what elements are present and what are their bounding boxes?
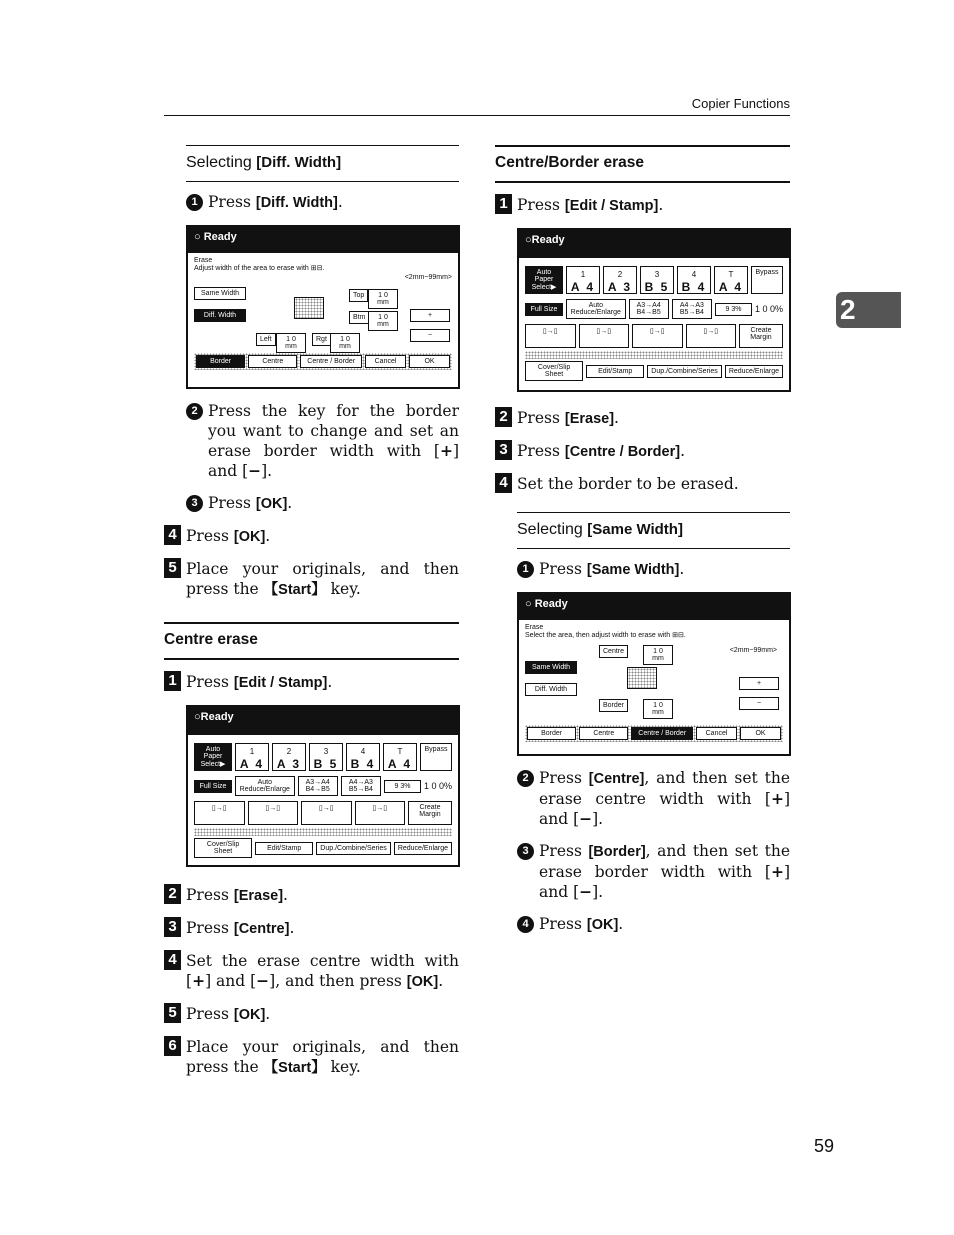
ok-button[interactable]: OK	[409, 355, 450, 368]
right-value[interactable]: 1 0 mm	[330, 333, 360, 353]
reduce-enlarge-tab[interactable]: Reduce/Enlarge	[725, 365, 783, 378]
same-width-step-2: 2 Press [Centre], and then set the erase centre width with [+] and [−].	[517, 768, 790, 829]
same-width-step-3: 3 Press [Border], and then set the erase border width with [+] and [−].	[517, 841, 790, 902]
minus-button[interactable]: −	[410, 329, 450, 342]
diff-width-step-2: 2 Press the key for the border you want to change and set an erase border width with [+] and [−].	[186, 401, 459, 481]
create-margin-button[interactable]: Create Margin	[739, 324, 783, 348]
ratio-reduce-button[interactable]: A3→A4 B4→B5	[298, 776, 338, 796]
chapter-tab: 2	[836, 292, 901, 328]
auto-reduce-enlarge-button[interactable]: Auto Reduce/Enlarge	[566, 299, 626, 319]
auto-paper-select-button[interactable]: Auto Paper Select▶	[194, 743, 232, 771]
tray-4[interactable]: 4 B 4	[346, 743, 380, 771]
tray-3[interactable]: 3 B 5	[640, 266, 674, 294]
step-number: 5	[164, 1003, 181, 1023]
border-tab[interactable]: Border	[527, 727, 576, 740]
centre-border-tab[interactable]: Centre / Border	[631, 727, 693, 740]
dotted-band	[525, 351, 783, 359]
tray-2[interactable]: 2 A 3	[603, 266, 637, 294]
cover-slip-tab[interactable]: Cover/Slip Sheet	[525, 361, 583, 381]
bottom-value[interactable]: 1 0 mm	[368, 311, 398, 331]
centre-tab[interactable]: Centre	[579, 727, 628, 740]
step-number: 5	[164, 558, 181, 578]
bypass-button[interactable]: Bypass	[751, 266, 783, 294]
diff-width-button[interactable]: Diff. Width	[194, 309, 246, 322]
step-number: 3	[164, 917, 181, 937]
erase-tabs	[194, 353, 452, 370]
same-width-screen	[517, 592, 791, 756]
tray-4[interactable]: 4 B 4	[677, 266, 711, 294]
step-number: 1	[495, 194, 512, 214]
erase-tabs	[525, 725, 783, 742]
diff-width-step-1: 1 Press [Diff. Width].	[186, 192, 459, 213]
step-number: 1	[164, 671, 181, 691]
ready-bar: ○Ready	[188, 707, 458, 735]
screen-instruction: Adjust width of the area to erase with ⊞⊟.	[194, 265, 325, 272]
erase-area-diagram	[294, 297, 324, 319]
step-number: 2	[164, 884, 181, 904]
ready-bar: ○Ready	[519, 230, 789, 258]
circle-number-1: 1	[517, 561, 534, 578]
ratio-enlarge-button[interactable]: A4→A3 B5→B4	[672, 299, 712, 319]
erase-area-diagram	[627, 667, 657, 689]
cb-step-1: 1 Press [Edit / Stamp].	[495, 195, 790, 216]
step-5: 5 Place your originals, and then press the 【Start】 key.	[164, 559, 459, 600]
diff-width-heading: Selecting [Diff. Width]	[186, 145, 459, 182]
step-number: 3	[495, 440, 512, 460]
combine-mode-icon[interactable]: ▯→▯	[301, 801, 352, 825]
ratio-93-button[interactable]: 9 3%	[715, 303, 752, 316]
same-width-button[interactable]: Same Width	[194, 287, 246, 300]
full-size-button[interactable]: Full Size	[194, 780, 232, 793]
centre-step-6: 6 Place your originals, and then press the 【Start】 key.	[164, 1037, 459, 1078]
same-width-step-4: 4 Press [OK].	[517, 914, 790, 935]
right-column	[495, 145, 790, 947]
full-size-button[interactable]: Full Size	[525, 303, 563, 316]
cb-step-4: 4 Set the border to be erased.	[495, 474, 790, 494]
cb-step-3: 3 Press [Centre / Border].	[495, 441, 790, 462]
tray-1[interactable]: 1 A 4	[566, 266, 600, 294]
ready-icon: ○	[525, 598, 535, 610]
bypass-button[interactable]: Bypass	[420, 743, 452, 771]
auto-reduce-enlarge-button[interactable]: Auto Reduce/Enlarge	[235, 776, 295, 796]
centre-label: Centre	[599, 645, 628, 658]
plus-button[interactable]: +	[410, 309, 450, 322]
ready-icon: ○	[194, 711, 201, 723]
tray-3[interactable]: 3 B 5	[309, 743, 343, 771]
border-value[interactable]: 1 0 mm	[643, 699, 673, 719]
left-column	[164, 145, 459, 1090]
bottom-label: Btm	[349, 311, 369, 324]
tray-2[interactable]: 2 A 3	[272, 743, 306, 771]
diff-width-section	[186, 145, 459, 213]
cancel-button[interactable]: Cancel	[696, 727, 737, 740]
border-tab[interactable]: Border	[196, 355, 245, 368]
centre-step-3: 3 Press [Centre].	[164, 918, 459, 939]
plus-button[interactable]: +	[739, 677, 779, 690]
range-label: <2mm~99mm>	[404, 274, 452, 281]
centre-step-1: 1 Press [Edit / Stamp].	[164, 672, 459, 693]
top-label: Top	[349, 289, 368, 302]
ratio-reduce-button[interactable]: A3→A4 B4→B5	[629, 299, 669, 319]
dotted-band	[194, 828, 452, 836]
circle-number-4: 4	[517, 916, 534, 933]
ok-button[interactable]: OK	[740, 727, 781, 740]
border-label: Border	[599, 699, 628, 712]
same-width-heading: Selecting [Same Width]	[517, 512, 790, 549]
copier-screen-left	[186, 705, 460, 867]
centre-border-heading: Centre/Border erase	[495, 145, 790, 183]
step-number: 4	[495, 473, 512, 493]
series-mode-icon[interactable]: ▯→▯	[355, 801, 406, 825]
same-width-button[interactable]: Same Width	[525, 661, 577, 674]
ready-icon: ○	[194, 231, 204, 243]
step-4: 4 Press [OK].	[164, 526, 459, 547]
top-value[interactable]: 1 0 mm	[368, 289, 398, 309]
create-margin-button[interactable]: Create Margin	[408, 801, 452, 825]
diff-width-button[interactable]: Diff. Width	[525, 683, 577, 696]
ready-icon: ○	[525, 234, 532, 246]
dup-combine-series-tab[interactable]: Dup./Combine/Series	[316, 842, 391, 855]
screen-instruction: Select the area, then adjust width to erase with ⊞⊟.	[525, 632, 686, 639]
ratio-display: 1 0 0%	[423, 781, 453, 791]
centre-value[interactable]: 1 0 mm	[643, 645, 673, 665]
circle-number-2: 2	[186, 403, 203, 420]
duplex-mode-1-icon[interactable]: ▯→▯	[194, 801, 245, 825]
page-number: 59	[814, 1136, 835, 1156]
diff-width-step-3: 3 Press [OK].	[186, 493, 459, 514]
ratio-enlarge-button[interactable]: A4→A3 B5→B4	[341, 776, 381, 796]
screen-title: Erase	[194, 257, 213, 264]
copier-screen-right	[517, 228, 791, 392]
ready-bar: ○ Ready	[519, 594, 789, 620]
edit-stamp-tab[interactable]: Edit/Stamp	[586, 365, 644, 378]
right-label: Rgt	[312, 333, 331, 346]
reduce-enlarge-tab[interactable]: Reduce/Enlarge	[394, 842, 452, 855]
cb-step-2: 2 Press [Erase].	[495, 408, 790, 429]
series-mode-icon[interactable]: ▯→▯	[686, 324, 737, 348]
duplex-mode-1-icon[interactable]: ▯→▯	[525, 324, 576, 348]
step-number: 2	[495, 407, 512, 427]
duplex-mode-2-icon[interactable]: ▯→▯	[579, 324, 630, 348]
left-value[interactable]: 1 0 mm	[276, 333, 306, 353]
auto-paper-select-button[interactable]: Auto Paper Select▶	[525, 266, 563, 294]
duplex-mode-2-icon[interactable]: ▯→▯	[248, 801, 299, 825]
edit-stamp-tab[interactable]: Edit/Stamp	[255, 842, 313, 855]
step-number: 4	[164, 525, 181, 545]
centre-tab[interactable]: Centre	[248, 355, 297, 368]
step-number: 4	[164, 950, 181, 970]
tray-1[interactable]: 1 A 4	[235, 743, 269, 771]
combine-mode-icon[interactable]: ▯→▯	[632, 324, 683, 348]
centre-step-5: 5 Press [OK].	[164, 1004, 459, 1025]
centre-border-tab[interactable]: Centre / Border	[300, 355, 362, 368]
centre-erase-heading: Centre erase	[164, 622, 459, 660]
same-width-section	[517, 512, 790, 580]
dup-combine-series-tab[interactable]: Dup./Combine/Series	[647, 365, 722, 378]
ready-bar: ○ Ready	[188, 227, 458, 253]
ratio-display: 1 0 0%	[754, 304, 784, 314]
tray-t[interactable]: T A 4	[714, 266, 748, 294]
circle-number-3: 3	[186, 495, 203, 512]
centre-step-4: 4 Set the erase centre width with [+] and [−], and then press [OK].	[164, 951, 459, 992]
cover-slip-tab[interactable]: Cover/Slip Sheet	[194, 838, 252, 858]
circle-number-3: 3	[517, 843, 534, 860]
cancel-button[interactable]: Cancel	[365, 355, 406, 368]
running-header: Copier Functions	[691, 96, 790, 111]
circle-number-2: 2	[517, 770, 534, 787]
header-rule	[164, 115, 790, 116]
left-label: Left	[256, 333, 276, 346]
range-label: <2mm~99mm>	[729, 647, 777, 654]
minus-button[interactable]: −	[739, 697, 779, 710]
step-number: 6	[164, 1036, 181, 1056]
ratio-93-button[interactable]: 9 3%	[384, 780, 421, 793]
circle-number-1: 1	[186, 194, 203, 211]
centre-step-2: 2 Press [Erase].	[164, 885, 459, 906]
same-width-step-1: 1 Press [Same Width].	[517, 559, 790, 580]
diff-width-screen	[186, 225, 460, 389]
tray-t[interactable]: T A 4	[383, 743, 417, 771]
screen-title: Erase	[525, 624, 544, 631]
